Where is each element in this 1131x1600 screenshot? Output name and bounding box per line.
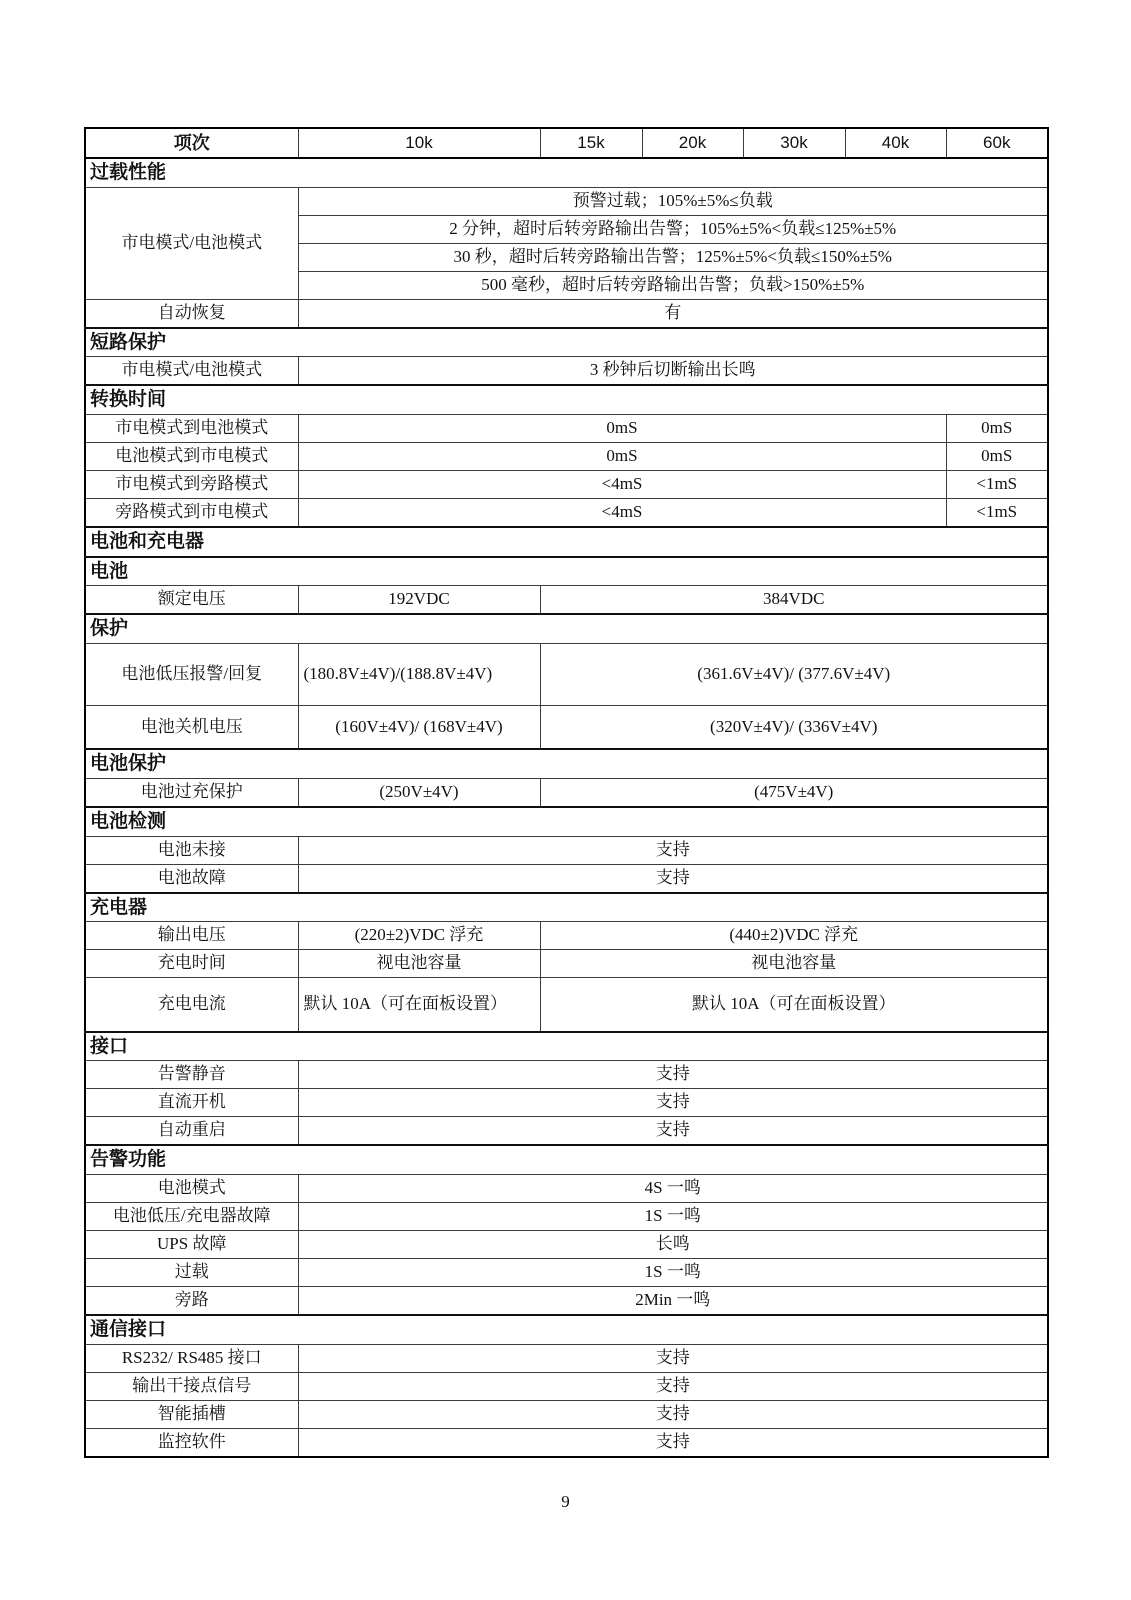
- table-row: [85, 586, 1048, 615]
- row-label: 充电电流: [85, 978, 298, 1032]
- table-row: [85, 1175, 1048, 1203]
- row-label: 输出电压: [85, 922, 298, 950]
- table-row: [85, 1117, 1048, 1146]
- section-header: 告警功能: [85, 1145, 1048, 1174]
- cell-value: 0mS: [946, 442, 1048, 470]
- section-row: [85, 893, 1048, 922]
- cell-value: <4mS: [298, 470, 946, 498]
- table-header: [85, 128, 1048, 158]
- row-label: 电池未接: [85, 836, 298, 864]
- section-header: 电池: [85, 557, 1048, 586]
- table-row: [85, 498, 1048, 527]
- column-header-size: 20k: [642, 128, 743, 158]
- column-header-size: 15k: [540, 128, 642, 158]
- cell-value: 支持: [298, 1061, 1048, 1089]
- section-row: [85, 328, 1048, 357]
- table-body: [85, 158, 1048, 1457]
- table-row: [85, 187, 1048, 215]
- cell-value: (220±2)VDC 浮充: [298, 922, 540, 950]
- section-header: 充电器: [85, 893, 1048, 922]
- section-header: 电池保护: [85, 749, 1048, 778]
- cell-value: 支持: [298, 864, 1048, 893]
- cell-value: 支持: [298, 1400, 1048, 1428]
- row-label: 旁路: [85, 1287, 298, 1316]
- row-label: 电池模式: [85, 1175, 298, 1203]
- cell-value: (320V±4V)/ (336V±4V): [540, 705, 1048, 749]
- cell-value: 0mS: [298, 414, 946, 442]
- page-number: 9: [561, 1492, 570, 1511]
- row-label: 电池关机电压: [85, 705, 298, 749]
- row-label: 告警静音: [85, 1061, 298, 1089]
- table-row: [85, 705, 1048, 749]
- table-row: [85, 1203, 1048, 1231]
- section-row: [85, 614, 1048, 643]
- cell-value: (475V±4V): [540, 778, 1048, 807]
- section-row: [85, 385, 1048, 414]
- row-label: 旁路模式到市电模式: [85, 498, 298, 527]
- table-row: [85, 1259, 1048, 1287]
- row-label: 自动恢复: [85, 299, 298, 328]
- table-row: [85, 1061, 1048, 1089]
- cell-value: 有: [298, 299, 1048, 328]
- cell-value: 支持: [298, 1089, 1048, 1117]
- cell-value: 支持: [298, 1372, 1048, 1400]
- section-header: 电池和充电器: [85, 527, 1048, 557]
- cell-value: 4S 一鸣: [298, 1175, 1048, 1203]
- table-row: [85, 299, 1048, 328]
- cell-value: 1S 一鸣: [298, 1203, 1048, 1231]
- section-header: 接口: [85, 1032, 1048, 1061]
- row-label: 电池模式到市电模式: [85, 442, 298, 470]
- cell-value: <1mS: [946, 498, 1048, 527]
- table-row: [85, 778, 1048, 807]
- row-label: 市电模式/电池模式: [85, 187, 298, 299]
- cell-value: (160V±4V)/ (168V±4V): [298, 705, 540, 749]
- row-label: 市电模式到旁路模式: [85, 470, 298, 498]
- cell-value: 长鸣: [298, 1231, 1048, 1259]
- cell-value: 192VDC: [298, 586, 540, 615]
- table-row: [85, 922, 1048, 950]
- column-header-size: 30k: [743, 128, 845, 158]
- cell-value: 视电池容量: [298, 950, 540, 978]
- table-row: [85, 357, 1048, 386]
- table-row: [85, 470, 1048, 498]
- cell-value: 默认 10A（可在面板设置）: [298, 978, 540, 1032]
- section-header: 电池检测: [85, 807, 1048, 836]
- section-header: 通信接口: [85, 1315, 1048, 1344]
- table-row: [85, 864, 1048, 893]
- table-row: [85, 643, 1048, 705]
- section-row: [85, 1145, 1048, 1174]
- section-row: [85, 557, 1048, 586]
- row-label: 充电时间: [85, 950, 298, 978]
- row-label: 直流开机: [85, 1089, 298, 1117]
- cell-value: (180.8V±4V)/(188.8V±4V): [298, 643, 540, 705]
- header-row: [85, 128, 1048, 158]
- section-row: [85, 807, 1048, 836]
- table-row: [85, 950, 1048, 978]
- table-row: [85, 836, 1048, 864]
- row-label: 额定电压: [85, 586, 298, 615]
- cell-value: (440±2)VDC 浮充: [540, 922, 1048, 950]
- table-row: [85, 1089, 1048, 1117]
- cell-value: <4mS: [298, 498, 946, 527]
- table-row: [85, 1287, 1048, 1316]
- row-label: 自动重启: [85, 1117, 298, 1146]
- section-row: [85, 1032, 1048, 1061]
- cell-value: 预警过载；105%±5%≤负载: [298, 187, 1048, 215]
- row-label: 智能插槽: [85, 1400, 298, 1428]
- table-row: [85, 1344, 1048, 1372]
- table-row: [85, 414, 1048, 442]
- cell-value: 视电池容量: [540, 950, 1048, 978]
- cell-value: 2Min 一鸣: [298, 1287, 1048, 1316]
- row-label: 输出干接点信号: [85, 1372, 298, 1400]
- row-label: 电池低压报警/回复: [85, 643, 298, 705]
- column-header-item: 项次: [85, 128, 298, 158]
- row-label: 监控软件: [85, 1428, 298, 1457]
- cell-value: 500 毫秒，超时后转旁路输出告警；负载>150%±5%: [298, 271, 1048, 299]
- cell-value: 支持: [298, 836, 1048, 864]
- table-row: [85, 978, 1048, 1032]
- cell-value: 默认 10A（可在面板设置）: [540, 978, 1048, 1032]
- section-header: 保护: [85, 614, 1048, 643]
- row-label: 电池故障: [85, 864, 298, 893]
- table-row: [85, 1372, 1048, 1400]
- cell-value: 384VDC: [540, 586, 1048, 615]
- table-row: [85, 442, 1048, 470]
- spec-table: [84, 127, 1049, 1458]
- table-row: [85, 1428, 1048, 1457]
- section-row: [85, 1315, 1048, 1344]
- cell-value: 0mS: [298, 442, 946, 470]
- column-header-size: 60k: [946, 128, 1048, 158]
- column-header-size: 10k: [298, 128, 540, 158]
- section-header: 转换时间: [85, 385, 1048, 414]
- row-label: UPS 故障: [85, 1231, 298, 1259]
- cell-value: 支持: [298, 1428, 1048, 1457]
- cell-value: 0mS: [946, 414, 1048, 442]
- section-row: [85, 527, 1048, 557]
- section-header: 过载性能: [85, 158, 1048, 187]
- cell-value: 支持: [298, 1117, 1048, 1146]
- table-row: [85, 1400, 1048, 1428]
- row-label: 市电模式/电池模式: [85, 357, 298, 386]
- row-label: 电池低压/充电器故障: [85, 1203, 298, 1231]
- cell-value: <1mS: [946, 470, 1048, 498]
- cell-value: 1S 一鸣: [298, 1259, 1048, 1287]
- row-label: 电池过充保护: [85, 778, 298, 807]
- column-header-size: 40k: [845, 128, 946, 158]
- section-row: [85, 158, 1048, 187]
- section-header: 短路保护: [85, 328, 1048, 357]
- cell-value: (361.6V±4V)/ (377.6V±4V): [540, 643, 1048, 705]
- cell-value: 2 分钟，超时后转旁路输出告警；105%±5%<负载≤125%±5%: [298, 215, 1048, 243]
- row-label: 市电模式到电池模式: [85, 414, 298, 442]
- cell-value: (250V±4V): [298, 778, 540, 807]
- table-row: [85, 1231, 1048, 1259]
- cell-value: 30 秒，超时后转旁路输出告警；125%±5%<负载≤150%±5%: [298, 243, 1048, 271]
- row-label: RS232/ RS485 接口: [85, 1344, 298, 1372]
- cell-value: 支持: [298, 1344, 1048, 1372]
- row-label: 过载: [85, 1259, 298, 1287]
- cell-value: 3 秒钟后切断输出长鸣: [298, 357, 1048, 386]
- section-row: [85, 749, 1048, 778]
